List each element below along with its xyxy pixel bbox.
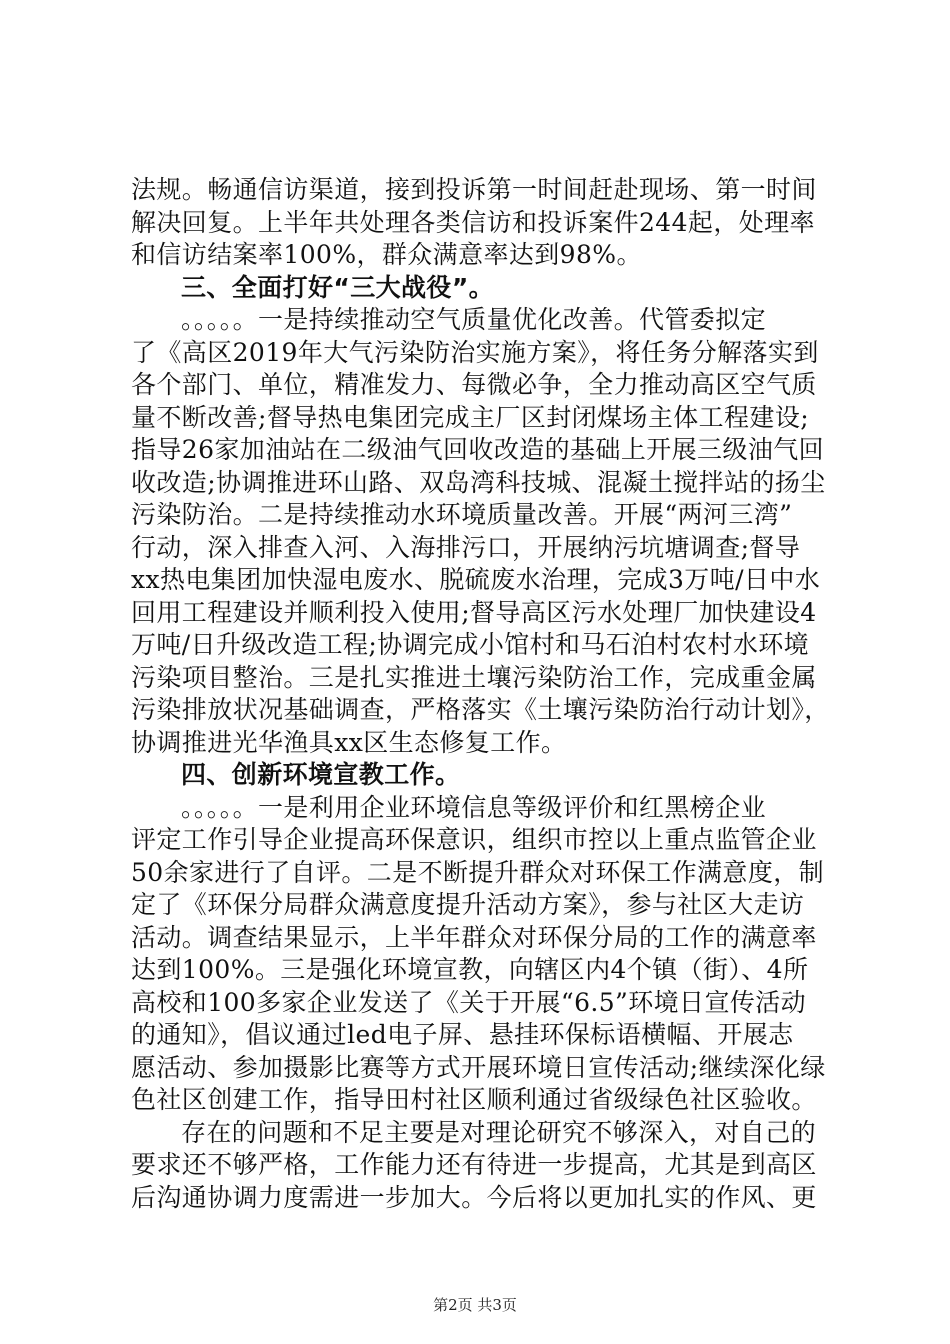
- text-line: 回用工程建设并顺利投入使用;督导高区污水处理厂加快建设4: [131, 597, 817, 627]
- text-line: 收改造;协调推进环山路、双岛湾科技城、混凝土搅拌站的扬尘: [131, 467, 826, 497]
- text-line: 行动，深入排查入河、入海排污口，开展纳污坑塘调查;督导: [131, 532, 801, 562]
- text-line: 后沟通协调力度需进一步加大。今后将以更加扎实的作风、更: [131, 1182, 817, 1212]
- document-body: [131, 174, 831, 1214]
- text-line: 了《高区2019年大气污染防治实施方案》，将任务分解落实到: [131, 337, 819, 367]
- text-line: 愿活动、参加摄影比赛等方式开展环境日宣传活动;继续深化绿: [131, 1052, 826, 1082]
- text-line: 污染防治。二是持续推动水环境质量改善。开展“两河三湾”: [131, 500, 793, 529]
- text-line: 万吨/日升级改造工程;协调完成小馆村和马石泊村农村水环境: [131, 630, 810, 659]
- page-footer: 第2页 共3页: [433, 1296, 517, 1314]
- text-line: 活动。调查结果显示，上半年群众对环保分局的工作的满意率: [131, 922, 817, 952]
- text-line: 解决回复。上半年共处理各类信访和投诉案件244起，处理率: [131, 207, 815, 237]
- text-line: 评定工作引导企业提高环保意识，组织市控以上重点监管企业: [131, 825, 817, 854]
- text-line: 污染排放状况基础调查，严格落实《土壤污染防治行动计划》，: [131, 695, 830, 724]
- text-line: 的通知》，倡议通过led电子屏、悬挂环保标语横幅、开展志: [131, 1020, 794, 1049]
- text-line: 。。。。。一是持续推动空气质量优化改善。代管委拟定: [181, 305, 767, 334]
- section-heading-4: 四、创新环境宣教工作。: [181, 760, 461, 789]
- text-line: 协调推进光华渔具xx区生态修复工作。: [131, 727, 567, 757]
- text-line: 高校和100多家企业发送了《关于开展“6.5”环境日宣传活动: [131, 987, 807, 1017]
- text-line: xx热电集团加快湿电废水、脱硫废水治理，完成3万吨/日中水: [131, 565, 821, 594]
- text-line: 和信访结案率100%，群众满意率达到98%。: [131, 240, 642, 269]
- text-line: 50余家进行了自评。二是不断提升群众对环保工作满意度，制: [131, 857, 825, 887]
- section-heading-3: 三、全面打好“三大战役”。: [181, 272, 495, 302]
- text-line: 指导26家加油站在二级油气回收改造的基础上开展三级油气回: [131, 435, 825, 464]
- text-line: 法规。畅通信访渠道，接到投诉第一时间赶赴现场、第一时间: [131, 175, 817, 204]
- text-line: 色社区创建工作，指导田村社区顺利通过省级绿色社区验收。: [131, 1085, 817, 1114]
- text-line: 定了《环保分局群众满意度提升活动方案》，参与社区大走访: [131, 890, 805, 919]
- text-line: 要求还不够严格，工作能力还有待进一步提高，尤其是到高区: [131, 1150, 817, 1179]
- text-line: 。。。。。一是利用企业环境信息等级评价和红黑榜企业: [181, 792, 767, 822]
- text-line: 污染项目整治。三是扎实推进土壤污染防治工作，完成重金属: [131, 662, 817, 692]
- text-line: 量不断改善;督导热电集团完成主厂区封闭煤场主体工程建设;: [131, 402, 810, 432]
- text-line: 各个部门、单位，精准发力、每微必争，全力推动高区空气质: [131, 370, 817, 399]
- text-line: 达到100%。三是强化环境宣教，向辖区内4个镇（街）、4所: [131, 955, 809, 984]
- text-line: 存在的问题和不足主要是对理论研究不够深入，对自己的: [181, 1117, 817, 1147]
